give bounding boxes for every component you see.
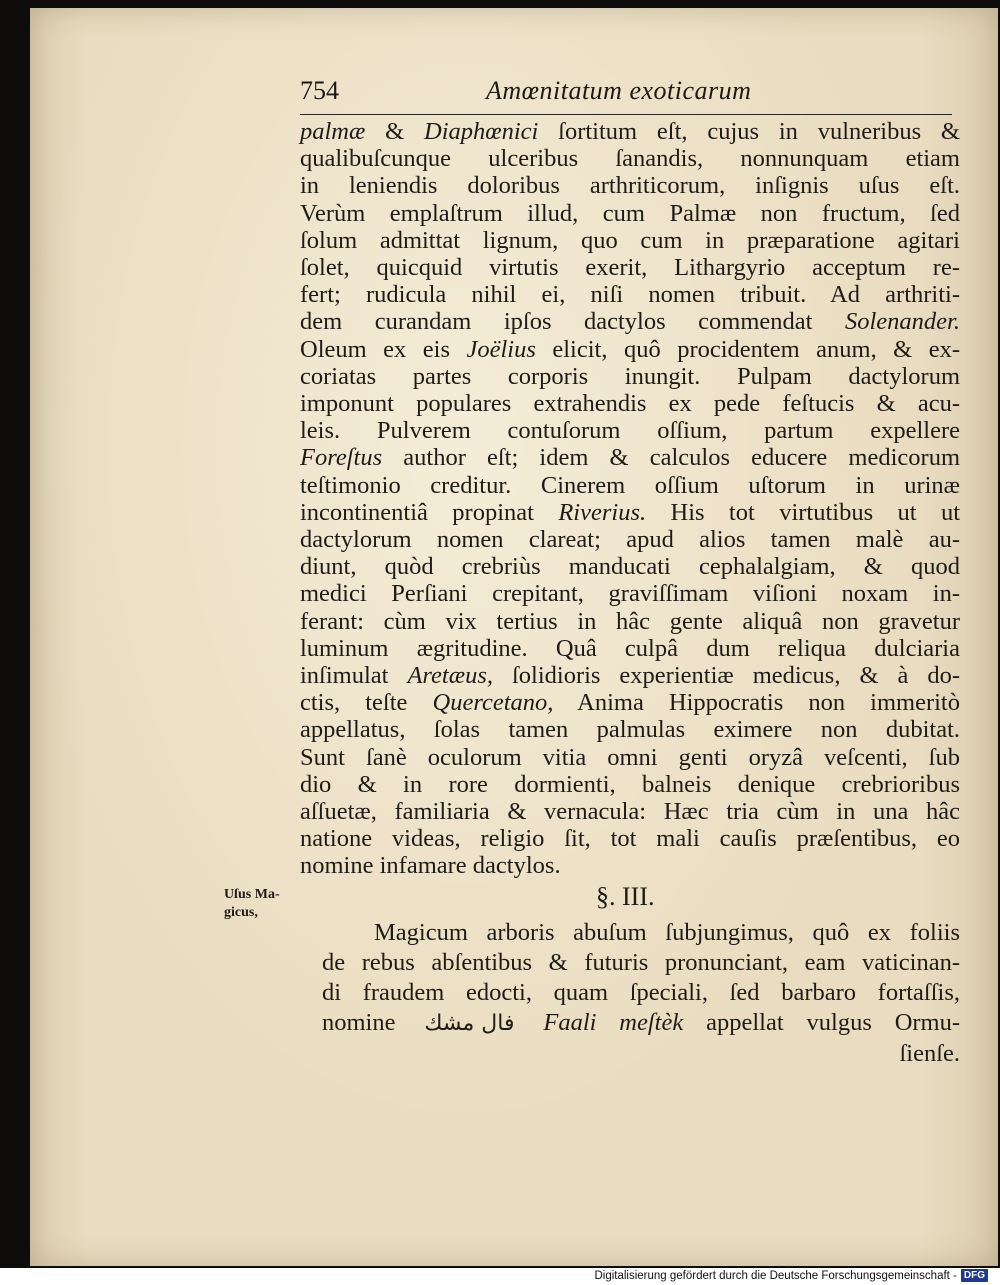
- word-nomine: nomine: [322, 1009, 396, 1036]
- text-segment: Oleum ex eis: [300, 335, 467, 363]
- italic-text: Riverius.: [558, 498, 647, 526]
- section-heading: §. III.: [596, 882, 655, 911]
- paragraph-line: [300, 118, 960, 145]
- text-segment: &: [365, 118, 425, 145]
- text-segment: medici Perſiani crepitant, graviſſimam viſioni noxam in-: [300, 580, 960, 608]
- paragraph-line: ſienſe.: [899, 1040, 960, 1067]
- main-paragraph: [300, 118, 960, 880]
- text-segment: ſortitum eſt, cujus in vulneribus &: [538, 118, 960, 145]
- text-segment: dem curandam ipſos dactylos commendat: [300, 308, 845, 336]
- text-segment: qualibuſcunque ulceribus ſanandis, nonnunquam etiam: [300, 145, 960, 173]
- footer-credit: [594, 1269, 988, 1282]
- italic-text: palmæ: [300, 118, 366, 145]
- italic-text: Solenander.: [845, 308, 960, 336]
- paragraph-line: [300, 145, 960, 172]
- text-segment: imponunt populares extrahendis ex pede feſtucis & acu-: [300, 390, 960, 418]
- dfg-logo: DFG: [961, 1269, 988, 1282]
- paragraph-line: [300, 444, 960, 471]
- text-segment: ctis, teſte: [300, 689, 433, 717]
- paragraph-line: [300, 553, 960, 580]
- paragraph-line: [300, 852, 960, 879]
- paragraph-line: [300, 200, 960, 227]
- text-segment: diunt, quòd crebriùs manducati cephalalgiam, & quod: [300, 553, 960, 581]
- italic-text: Diaphœnici: [424, 118, 539, 145]
- text-segment: His tot virtutibus ut ut: [646, 498, 960, 526]
- paragraph-line: [300, 336, 960, 363]
- italic-term: Faali meſtèk: [543, 1009, 684, 1036]
- paragraph-line: [300, 825, 960, 852]
- arabic-term: فال مشك: [424, 1011, 515, 1036]
- text-segment: nomine infamare dactylos.: [300, 852, 561, 880]
- paragraph-line: [300, 281, 960, 308]
- text-segment: aſſuetæ, familiaria & vernacula: Hæc tria cùm in una hâc: [300, 798, 960, 826]
- paragraph-line: [300, 526, 960, 553]
- paragraph-line: [300, 254, 960, 281]
- text-segment: ſolidioris experientiæ medicus, & à do-: [492, 662, 960, 690]
- paragraph-line: [300, 363, 960, 390]
- line-continuation: appellat vulgus Ormu-: [706, 1009, 961, 1036]
- paragraph-line: Magicum arboris abuſum ſubjungimus, quô ex foliis: [374, 919, 960, 946]
- paragraph-line: [300, 771, 960, 798]
- paragraph-line: [300, 798, 960, 825]
- text-segment: natione videas, religio ſit, tot mali cauſis præſentibus, eo: [300, 825, 960, 853]
- paragraph-line: [300, 635, 960, 662]
- italic-text: Foreſtus: [300, 444, 383, 472]
- text-segment: leis. Pulverem contuſorum oſſium, partum expellere: [300, 417, 960, 445]
- paragraph-line: [322, 1008, 960, 1039]
- paragraph-line: [300, 472, 960, 499]
- running-header: [300, 76, 952, 115]
- page-number: 754: [300, 76, 339, 105]
- paragraph-line: [300, 308, 960, 335]
- paragraph-line: [300, 744, 960, 771]
- italic-text: Aretæus,: [407, 662, 493, 690]
- text-segment: Sunt ſanè oculorum vitia omni genti oryzâ veſcenti, ſub: [300, 743, 960, 771]
- second-paragraph: [322, 918, 960, 1069]
- margin-note: Uſus Ma-gicus,: [224, 887, 280, 920]
- paragraph-line: [300, 417, 960, 444]
- running-title: Amœnitatum exoticarum: [486, 76, 752, 105]
- text-segment: fert; rudicula nihil ei, niſi nomen tribuit. Ad arthriti-: [300, 281, 960, 309]
- text-segment: ſolet, quicquid virtutis exerit, Lithargyrio acceptum re-: [300, 254, 960, 282]
- text-segment: dio & in rore dormienti, balneis denique crebrioribus: [300, 770, 960, 798]
- paragraph-line: [300, 227, 960, 254]
- text-segment: luminum ægritudine. Quâ culpâ dum reliqua dulciaria: [300, 634, 960, 662]
- text-segment: inſimulat: [300, 662, 408, 690]
- text-segment: teſtimonio creditur. Cinerem oſſium uſtorum in urinæ: [300, 471, 960, 499]
- italic-text: Quercetano,: [432, 689, 554, 717]
- text-segment: ſolum admittat lignum, quo cum in præparatione agitari: [300, 226, 960, 254]
- paragraph-line: [300, 608, 960, 635]
- text-segment: in leniendis doloribus arthriticorum, inſignis uſus eſt.: [300, 172, 960, 200]
- paragraph-line: di fraudem edocti, quam ſpeciali, ſed barbaro fortaſſis,: [322, 979, 960, 1006]
- text-segment: elicit, quô procidentem anum, & ex-: [535, 335, 960, 363]
- paragraph-line: de rebus abſentibus & futuris pronunciant, eam vaticinan-: [322, 949, 960, 976]
- text-segment: Verùm emplaſtrum illud, cum Palmæ non fructum, ſed: [300, 199, 960, 227]
- paragraph-line: [300, 689, 960, 716]
- text-segment: ferant: cùm vix tertius in hâc gente aliquâ non gravetur: [300, 607, 960, 635]
- text-segment: author eſt; idem & calculos educere medicorum: [382, 444, 960, 472]
- text-segment: coriatas partes corporis inungit. Pulpam dactylorum: [300, 362, 960, 390]
- text-segment: Anima Hippocratis non immeritò: [553, 689, 960, 717]
- paragraph-line: [300, 662, 960, 689]
- paragraph-line: [300, 390, 960, 417]
- text-segment: dactylorum nomen clareat; apud alios tamen malè au-: [300, 526, 960, 554]
- paragraph-line: [300, 580, 960, 607]
- paragraph-line: [300, 716, 960, 743]
- text-segment: incontinentiâ propinat: [300, 498, 559, 526]
- footer-text: Digitalisierung gefördert durch die Deutsche Forschungsgemeinschaft -: [594, 1269, 957, 1282]
- paragraph-line: [300, 499, 960, 526]
- text-segment: appellatus, ſolas tamen palmulas eximere non dubitat.: [300, 716, 960, 744]
- paragraph-line: [300, 172, 960, 199]
- italic-text: Joëlius: [466, 335, 536, 363]
